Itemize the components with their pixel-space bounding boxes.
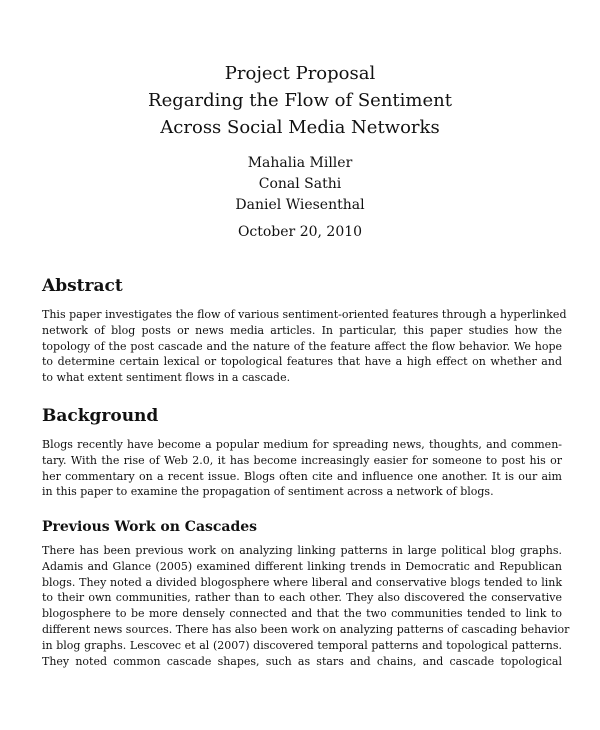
title-line: Project Proposal xyxy=(224,63,376,84)
text-line: There has been previous work on analyzing linking patterns in large political blog graphs. xyxy=(42,544,562,557)
previous-work-text xyxy=(42,543,570,669)
text-line: topology of the post cascade and the nature of the feature affect the flow behavior. We hope xyxy=(42,339,562,353)
author-list xyxy=(0,153,600,216)
text-line: to what extent sentiment flows in a cascade. xyxy=(42,371,291,385)
text-line: Blogs recently have become a popular medium for spreading news, thoughts, and commen- xyxy=(42,438,562,451)
text-line: to determine certain lexical or topological features that have a high effect on whether and xyxy=(42,355,562,369)
text-line: blogosphere to be more densely connected and that the two communities tended to link to xyxy=(42,607,562,621)
text-line: different news sources. There has also been work on analyzing patterns of cascading behavior xyxy=(42,622,570,636)
previous-work-heading: Previous Work on Cascades xyxy=(42,519,258,535)
text-line: blogs. They noted a divided blogosphere where liberal and conservative blogs tended to link xyxy=(42,575,562,589)
text-line: her commentary on a recent issue. Blogs often cite and influence one another. It is our aim xyxy=(42,469,562,483)
text-line: in this paper to examine the propagation of sentiment across a network of blogs. xyxy=(42,485,494,499)
text-line: tary. With the rise of Web 2.0, it has become increasingly easier for someone to post his or xyxy=(42,453,562,467)
text-line: Adamis and Glance (2005) examined different linking trends in Democratic and Republican xyxy=(42,559,562,573)
text-line: This paper investigates the flow of various sentiment-oriented features through a hyperlinked xyxy=(42,308,567,321)
text-line: in blog graphs. Lescovec et al (2007) discovered temporal patterns and topological patterns. xyxy=(42,638,562,652)
paper-date: October 20, 2010 xyxy=(237,224,363,240)
title-line: Across Social Media Networks xyxy=(160,117,440,138)
title-line: Regarding the Flow of Sentiment xyxy=(148,90,452,111)
text-line: to their own communities, rather than to each other. They also discovered the conservative xyxy=(42,591,562,605)
author-name: Mahalia Miller xyxy=(247,155,353,171)
text-line: They noted common cascade shapes, such as stars and chains, and cascade topological xyxy=(42,654,562,668)
background-text xyxy=(42,437,562,500)
author-name: Daniel Wiesenthal xyxy=(235,197,365,213)
abstract-text xyxy=(42,307,567,386)
text-line: network of blog posts or news media articles. In particular, this paper studies how the xyxy=(42,323,562,337)
background-heading: Background xyxy=(42,406,159,426)
author-name: Conal Sathi xyxy=(258,176,342,192)
abstract-heading: Abstract xyxy=(42,276,123,296)
paper-title xyxy=(0,60,600,141)
